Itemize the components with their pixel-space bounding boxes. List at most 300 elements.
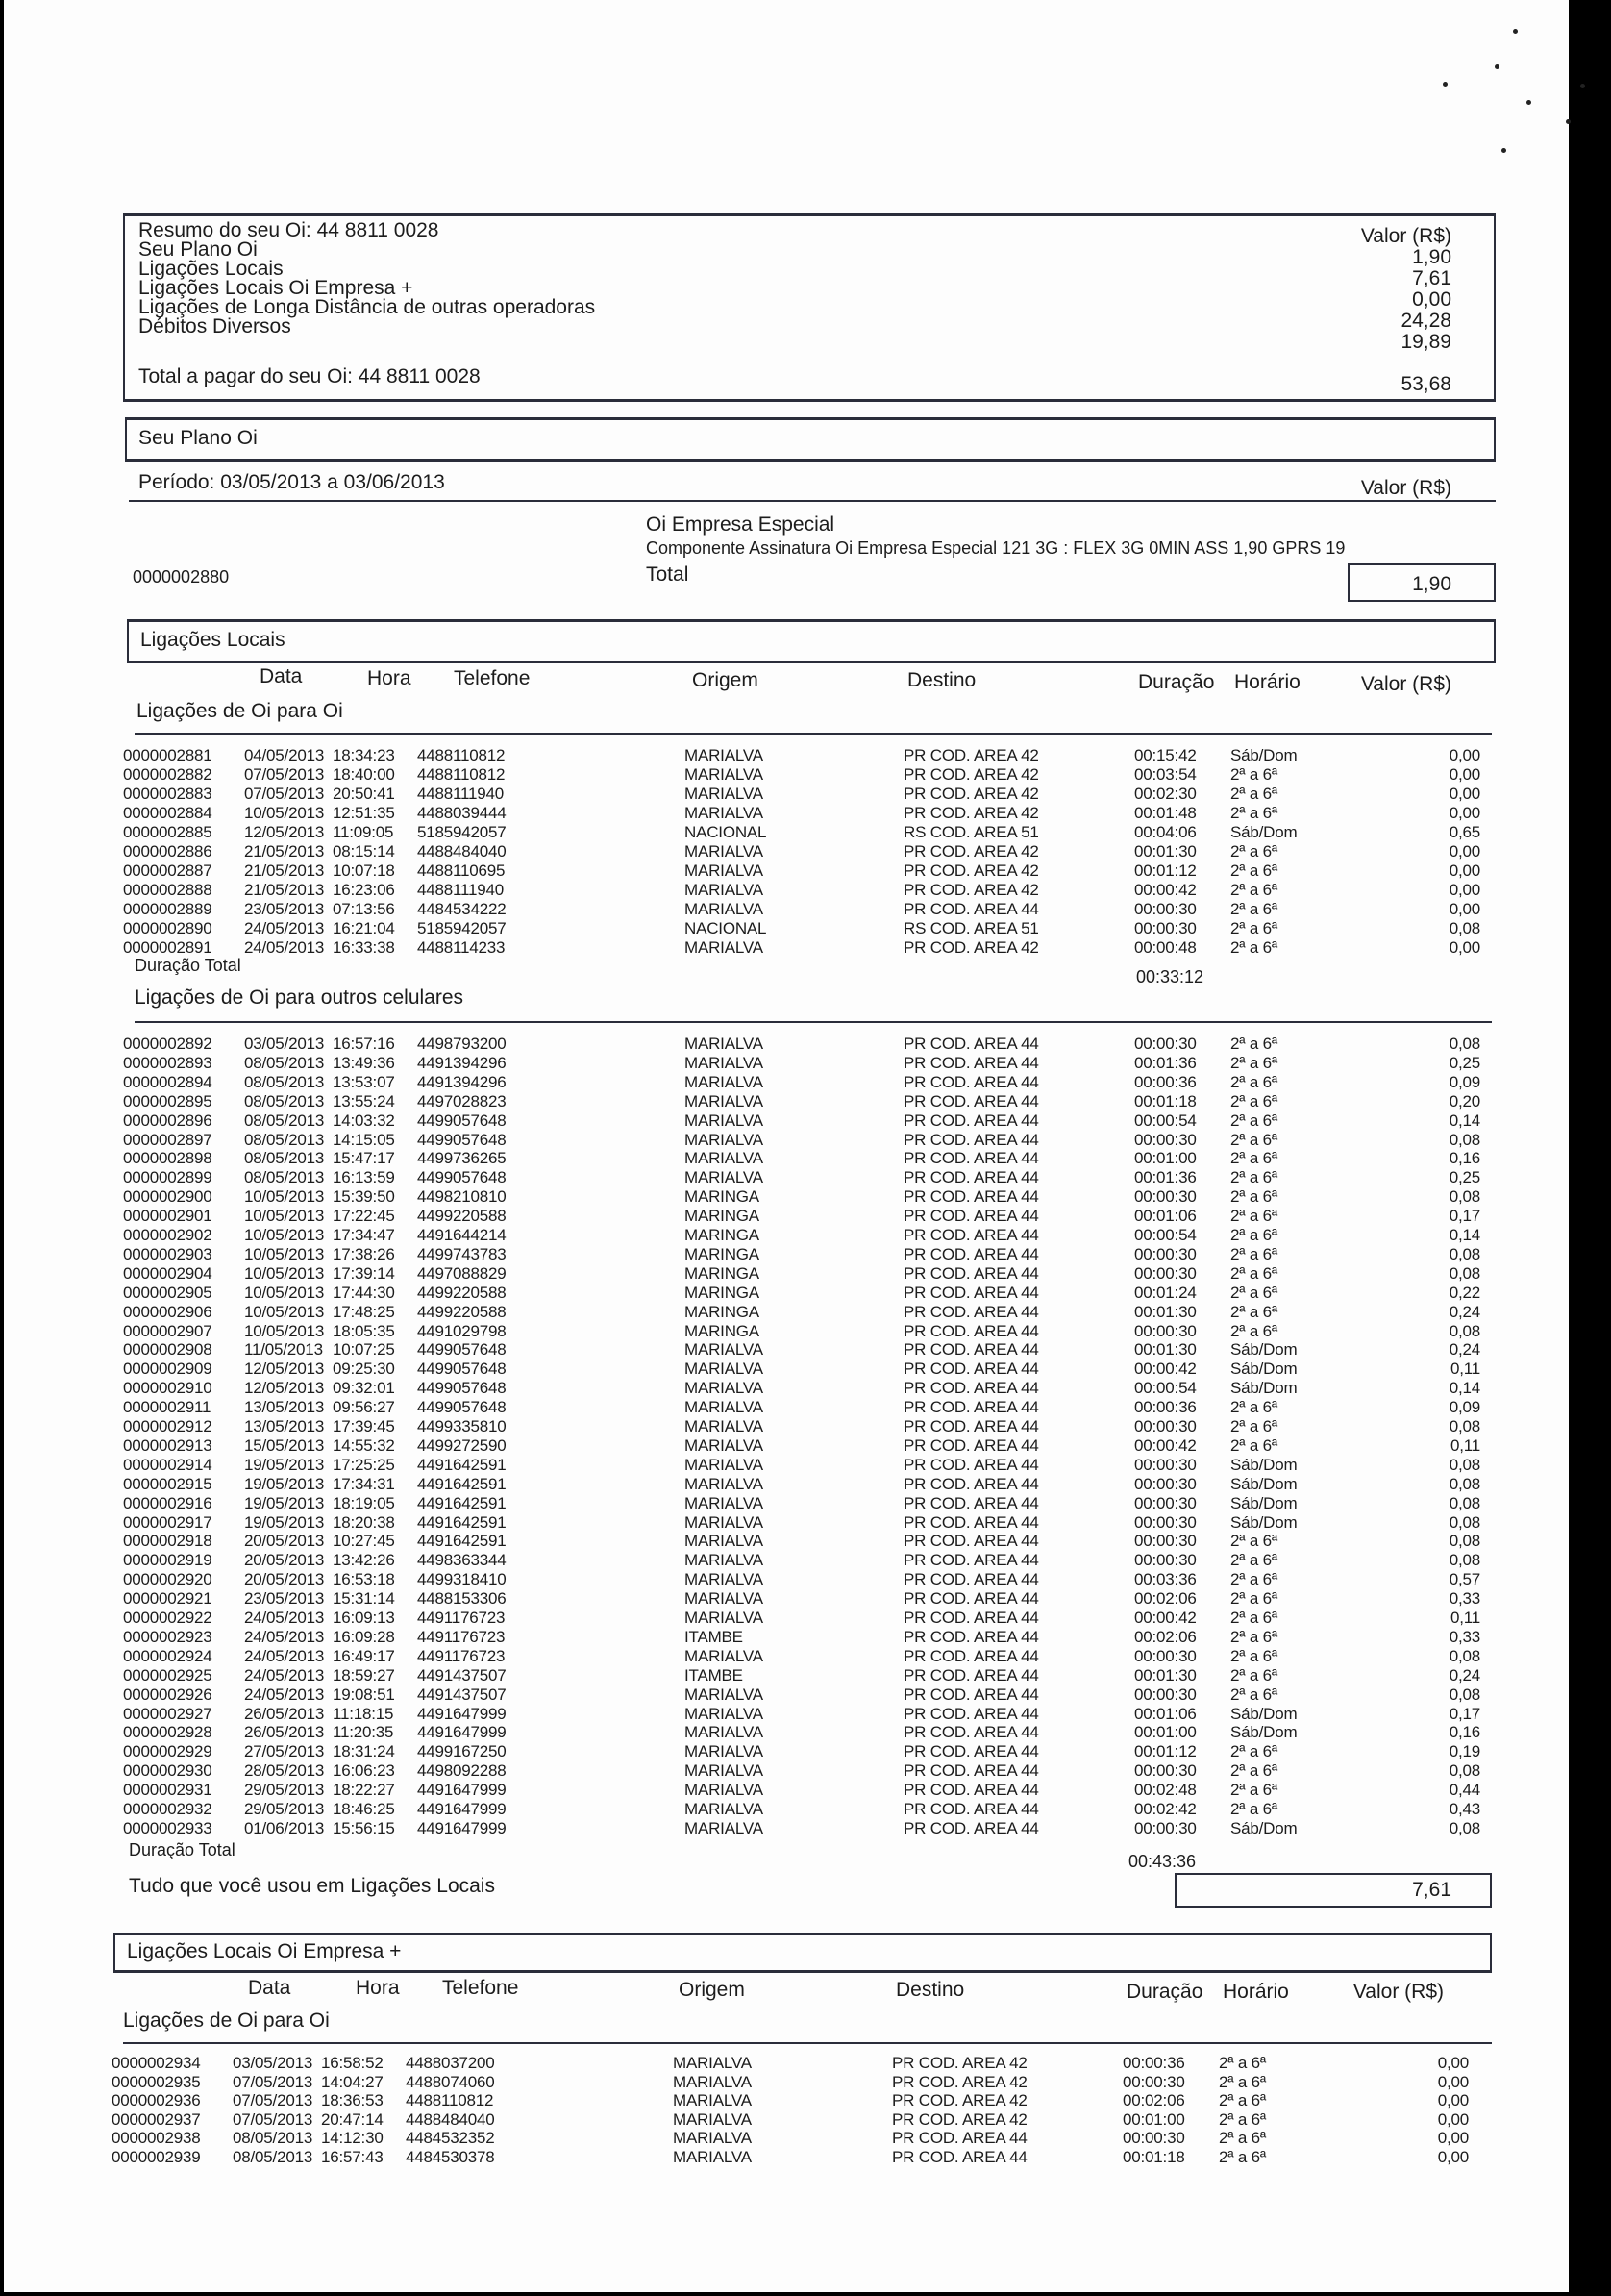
call-value: 0,22	[1449, 1283, 1480, 1302]
call-time: 18:31:24	[333, 1742, 395, 1761]
call-id: 0000002903	[123, 1244, 212, 1263]
call-phone: 4497028823	[417, 1091, 507, 1111]
call-value: 0,09	[1449, 1072, 1480, 1091]
call-time: 14:04:27	[321, 2072, 384, 2091]
call-value: 0,57	[1449, 1570, 1480, 1589]
call-duration: 00:01:36	[1134, 1053, 1197, 1072]
call-phone: 4491642591	[417, 1455, 507, 1474]
call-phone: 4484534222	[417, 900, 507, 918]
call-value: 0,11	[1450, 1360, 1480, 1379]
col-header-duracao: Duração	[1138, 671, 1215, 693]
call-time: 09:56:27	[333, 1398, 395, 1417]
call-phone: 4499318410	[417, 1570, 507, 1589]
call-id: 0000002900	[123, 1187, 212, 1207]
call-time: 15:47:17	[333, 1149, 395, 1168]
call-period: 2ª a 6ª	[1230, 1398, 1277, 1417]
call-phone: 4499167250	[417, 1742, 507, 1761]
call-duration: 00:00:30	[1134, 1474, 1197, 1493]
empresa-section-title: Ligações Locais Oi Empresa +	[127, 1940, 402, 1962]
call-time: 15:39:50	[333, 1187, 395, 1207]
call-origin: MARIALVA	[684, 1168, 763, 1187]
call-time: 16:23:06	[333, 881, 395, 899]
call-origin: MARINGA	[684, 1187, 759, 1207]
call-destination: PR COD. AREA 44	[892, 2148, 1028, 2166]
call-time: 18:34:23	[333, 746, 395, 764]
call-period: 2ª a 6ª	[1230, 1609, 1277, 1627]
call-origin: MARIALVA	[684, 1072, 763, 1091]
scan-speck	[1501, 148, 1506, 153]
call-destination: PR COD. AREA 44	[904, 1493, 1039, 1512]
call-period: Sáb/Dom	[1230, 1493, 1298, 1512]
call-origin: MARINGA	[684, 1302, 759, 1321]
call-phone: 4491644214	[417, 1226, 507, 1244]
call-phone: 4488484040	[406, 2109, 495, 2129]
call-date: 20/05/2013	[244, 1570, 325, 1589]
call-row	[4, 1666, 1569, 1685]
call-duration: 00:04:06	[1134, 823, 1197, 841]
call-period: 2ª a 6ª	[1230, 1263, 1277, 1283]
call-date: 19/05/2013	[244, 1512, 325, 1532]
call-duration: 00:00:54	[1134, 1111, 1197, 1130]
call-duration: 00:00:30	[1134, 1551, 1197, 1570]
scan-speck	[1566, 119, 1571, 124]
call-id: 0000002884	[123, 804, 212, 822]
call-value: 0,08	[1449, 1551, 1480, 1570]
call-phone: 4488110812	[417, 746, 506, 764]
call-row	[4, 823, 1569, 842]
call-row	[4, 1284, 1569, 1303]
call-value: 0,00	[1437, 2072, 1469, 2091]
call-duration: 00:00:30	[1134, 1685, 1197, 1704]
call-time: 16:57:43	[321, 2148, 384, 2166]
plan-name: Oi Empresa Especial	[646, 513, 835, 536]
call-value: 0,25	[1449, 1168, 1480, 1187]
col-header-telefone: Telefone	[442, 1977, 519, 1999]
call-phone: 4499057648	[417, 1111, 507, 1130]
call-phone: 4491647999	[417, 1781, 507, 1800]
call-period: 2ª a 6ª	[1230, 1570, 1277, 1589]
call-origin: MARIALVA	[684, 1435, 763, 1455]
call-origin: MARIALVA	[673, 2109, 752, 2129]
call-value: 0,08	[1449, 1532, 1480, 1551]
call-period: 2ª a 6ª	[1230, 1685, 1277, 1704]
call-value: 0,08	[1449, 1493, 1480, 1512]
call-origin: MARIALVA	[684, 1111, 763, 1130]
call-period: 2ª a 6ª	[1230, 861, 1277, 880]
call-destination: PR COD. AREA 44	[904, 1704, 1039, 1723]
call-phone: 4484530378	[406, 2148, 495, 2166]
call-origin: MARIALVA	[673, 2091, 752, 2110]
call-duration: 00:02:06	[1123, 2091, 1185, 2110]
call-date: 08/05/2013	[244, 1091, 325, 1111]
call-date: 29/05/2013	[244, 1781, 325, 1800]
call-origin: ITAMBE	[684, 1665, 743, 1685]
call-duration: 00:00:30	[1134, 1417, 1197, 1435]
call-date: 15/05/2013	[244, 1435, 325, 1455]
call-duration: 00:01:06	[1134, 1704, 1197, 1723]
call-row	[4, 1705, 1569, 1724]
call-phone: 4491642591	[417, 1512, 507, 1532]
call-row	[4, 1685, 1569, 1705]
call-date: 07/05/2013	[233, 2072, 313, 2091]
call-period: 2ª a 6ª	[1230, 1226, 1277, 1244]
call-date: 24/05/2013	[244, 1646, 325, 1665]
call-row	[4, 1360, 1569, 1379]
call-phone: 4497088829	[417, 1263, 507, 1283]
call-value: 0,08	[1449, 1321, 1480, 1340]
call-value: 0,08	[1449, 1646, 1480, 1665]
call-period: 2ª a 6ª	[1230, 1053, 1277, 1072]
call-duration: 00:01:18	[1123, 2148, 1185, 2166]
call-time: 11:18:15	[333, 1704, 394, 1723]
call-origin: MARINGA	[684, 1263, 759, 1283]
divider	[123, 2042, 1492, 2044]
plan-section-title: Seu Plano Oi	[138, 427, 258, 449]
call-value: 0,00	[1449, 900, 1480, 918]
call-phone: 4488110812	[417, 765, 506, 784]
call-row	[4, 1436, 1569, 1456]
call-row	[0, 2110, 1557, 2130]
call-value: 0,08	[1449, 1761, 1480, 1781]
call-origin: MARIALVA	[684, 1379, 763, 1398]
call-row	[4, 1551, 1569, 1570]
col-header-hora: Hora	[367, 667, 411, 689]
call-time: 12:51:35	[333, 804, 395, 822]
call-date: 03/05/2013	[233, 2054, 313, 2072]
call-origin: MARINGA	[684, 1321, 759, 1340]
call-origin: MARIALVA	[684, 1455, 763, 1474]
call-period: Sáb/Dom	[1230, 1455, 1298, 1474]
call-date: 26/05/2013	[244, 1723, 325, 1742]
call-row	[0, 2129, 1557, 2148]
subsection-title: Ligações de Oi para outros celulares	[135, 986, 464, 1009]
call-row	[4, 861, 1569, 881]
call-destination: PR COD. AREA 44	[904, 1302, 1039, 1321]
call-id: 0000002929	[123, 1742, 212, 1761]
call-period: 2ª a 6ª	[1230, 1781, 1277, 1800]
call-origin: MARIALVA	[684, 1035, 763, 1053]
call-id: 0000002907	[123, 1321, 212, 1340]
call-time: 16:57:16	[333, 1035, 395, 1053]
call-duration: 00:00:30	[1134, 1035, 1197, 1053]
call-duration: 00:01:06	[1134, 1207, 1197, 1226]
call-time: 10:07:18	[333, 861, 395, 880]
call-time: 18:40:00	[333, 765, 395, 784]
call-time: 10:07:25	[333, 1340, 395, 1360]
call-duration: 00:01:30	[1134, 1302, 1197, 1321]
call-destination: PR COD. AREA 44	[904, 1244, 1039, 1263]
call-period: 2ª a 6ª	[1230, 1589, 1277, 1609]
call-date: 08/05/2013	[244, 1053, 325, 1072]
call-duration: 00:00:30	[1134, 1187, 1197, 1207]
call-period: 2ª a 6ª	[1230, 919, 1277, 937]
call-value: 0,44	[1449, 1781, 1480, 1800]
call-origin: MARINGA	[684, 1244, 759, 1263]
call-origin: MARIALVA	[684, 1646, 763, 1665]
call-destination: PR COD. AREA 44	[904, 1321, 1039, 1340]
call-phone: 4491029798	[417, 1321, 507, 1340]
call-id: 0000002893	[123, 1053, 212, 1072]
call-period: 2ª a 6ª	[1230, 1091, 1277, 1111]
call-row	[4, 1245, 1569, 1264]
call-value: 0,16	[1449, 1723, 1480, 1742]
call-phone: 4488111940	[417, 881, 505, 899]
call-period: 2ª a 6ª	[1230, 900, 1277, 918]
duration-total-value: 00:43:36	[1128, 1852, 1197, 1871]
call-id: 0000002898	[123, 1149, 212, 1168]
call-date: 19/05/2013	[244, 1474, 325, 1493]
call-value: 0,11	[1450, 1435, 1480, 1455]
call-period: 2ª a 6ª	[1230, 1130, 1277, 1149]
plan-total-label: Total	[646, 563, 689, 586]
call-row	[4, 881, 1569, 900]
call-duration: 00:00:36	[1123, 2054, 1185, 2072]
call-id: 0000002910	[123, 1379, 212, 1398]
call-phone: 4498210810	[417, 1187, 507, 1207]
call-destination: PR COD. AREA 44	[904, 1187, 1039, 1207]
call-phone: 4488110812	[406, 2091, 494, 2110]
call-phone: 4498092288	[417, 1761, 507, 1781]
call-date: 12/05/2013	[244, 1360, 325, 1379]
call-value: 0,00	[1449, 881, 1480, 899]
call-period: 2ª a 6ª	[1230, 1149, 1277, 1168]
call-destination: PR COD. AREA 44	[904, 1551, 1039, 1570]
call-id: 0000002905	[123, 1283, 212, 1302]
call-id: 0000002917	[123, 1512, 212, 1532]
call-time: 17:38:26	[333, 1244, 395, 1263]
call-value: 0,00	[1449, 842, 1480, 861]
call-duration: 00:00:42	[1134, 1360, 1197, 1379]
call-phone: 4491642591	[417, 1532, 507, 1551]
call-time: 17:25:25	[333, 1455, 395, 1474]
call-date: 12/05/2013	[244, 823, 325, 841]
call-destination: PR COD. AREA 44	[904, 1474, 1039, 1493]
call-date: 10/05/2013	[244, 804, 325, 822]
call-date: 10/05/2013	[244, 1283, 325, 1302]
call-value: 0,08	[1449, 1035, 1480, 1053]
call-id: 0000002902	[123, 1226, 212, 1244]
call-duration: 00:00:30	[1134, 1532, 1197, 1551]
summary-item-value: 0,00	[1412, 288, 1451, 311]
col-header-horario: Horário	[1223, 1981, 1289, 2003]
call-period: 2ª a 6ª	[1230, 1207, 1277, 1226]
call-time: 09:25:30	[333, 1360, 395, 1379]
call-id: 0000002904	[123, 1263, 212, 1283]
call-duration: 00:00:30	[1134, 1818, 1197, 1837]
call-id: 0000002930	[123, 1761, 212, 1781]
call-period: 2ª a 6ª	[1230, 1646, 1277, 1665]
call-destination: PR COD. AREA 44	[904, 1035, 1039, 1053]
call-id: 0000002928	[123, 1723, 212, 1742]
call-duration: 00:01:12	[1134, 861, 1197, 880]
call-origin: MARIALVA	[684, 785, 763, 803]
call-date: 13/05/2013	[244, 1398, 325, 1417]
call-destination: PR COD. AREA 42	[904, 785, 1039, 803]
call-period: 2ª a 6ª	[1230, 1035, 1277, 1053]
call-duration: 00:02:42	[1134, 1800, 1197, 1818]
call-id: 0000002895	[123, 1091, 212, 1111]
call-row	[4, 1035, 1569, 1054]
call-date: 03/05/2013	[244, 1035, 325, 1053]
call-period: 2ª a 6ª	[1230, 1302, 1277, 1321]
call-row	[4, 1322, 1569, 1341]
call-destination: PR COD. AREA 44	[904, 1168, 1039, 1187]
call-time: 17:48:25	[333, 1302, 395, 1321]
call-destination: PR COD. AREA 44	[904, 1283, 1039, 1302]
call-period: 2ª a 6ª	[1219, 2148, 1266, 2166]
call-date: 08/05/2013	[244, 1149, 325, 1168]
call-row	[4, 842, 1569, 861]
call-value: 0,33	[1449, 1627, 1480, 1646]
call-value: 0,08	[1449, 1818, 1480, 1837]
call-duration: 00:01:00	[1134, 1723, 1197, 1742]
call-date: 10/05/2013	[244, 1207, 325, 1226]
plan-component: Componente Assinatura Oi Empresa Especial 121 3G : FLEX 3G 0MIN ASS 1,90 GPRS 19	[646, 538, 1346, 558]
call-origin: MARIALVA	[684, 1340, 763, 1360]
call-value: 0,08	[1449, 1187, 1480, 1207]
scan-speck	[1513, 29, 1518, 34]
call-id: 0000002915	[123, 1474, 212, 1493]
call-row	[4, 1073, 1569, 1092]
call-date: 27/05/2013	[244, 1742, 325, 1761]
call-time: 13:49:36	[333, 1053, 395, 1072]
call-value: 0,00	[1449, 804, 1480, 822]
call-duration: 00:02:48	[1134, 1781, 1197, 1800]
call-time: 11:20:35	[333, 1723, 394, 1742]
call-id: 0000002936	[112, 2091, 201, 2110]
call-period: Sáb/Dom	[1230, 746, 1298, 764]
call-phone: 4488110695	[417, 861, 506, 880]
call-time: 14:15:05	[333, 1130, 395, 1149]
call-origin: MARIALVA	[684, 804, 763, 822]
call-id: 0000002883	[123, 785, 212, 803]
call-period: 2ª a 6ª	[1230, 1800, 1277, 1818]
call-id: 0000002922	[123, 1609, 212, 1627]
col-header-data: Data	[248, 1977, 291, 1999]
call-time: 13:42:26	[333, 1551, 395, 1570]
call-phone: 4498793200	[417, 1035, 507, 1053]
call-date: 20/05/2013	[244, 1551, 325, 1570]
call-value: 0,00	[1437, 2054, 1469, 2072]
call-duration: 00:01:24	[1134, 1283, 1197, 1302]
call-origin: MARIALVA	[684, 900, 763, 918]
call-time: 15:31:14	[333, 1589, 395, 1609]
call-duration: 00:00:30	[1134, 1130, 1197, 1149]
call-date: 28/05/2013	[244, 1761, 325, 1781]
call-duration: 00:01:00	[1134, 1149, 1197, 1168]
call-id: 0000002937	[112, 2109, 201, 2129]
call-destination: PR COD. AREA 44	[904, 1512, 1039, 1532]
call-id: 0000002882	[123, 765, 212, 784]
divider	[135, 1021, 1492, 1023]
call-row	[0, 2054, 1557, 2073]
call-period: 2ª a 6ª	[1230, 1244, 1277, 1263]
call-duration: 00:00:30	[1134, 1512, 1197, 1532]
call-value: 0,20	[1449, 1091, 1480, 1111]
call-destination: RS COD. AREA 51	[904, 919, 1039, 937]
call-date: 04/05/2013	[244, 746, 325, 764]
call-row	[0, 2148, 1557, 2167]
col-header-horario: Horário	[1234, 671, 1301, 693]
call-phone: 5185942057	[417, 823, 507, 841]
call-phone: 4488114233	[417, 938, 506, 957]
call-date: 11/05/2013	[244, 1340, 323, 1360]
call-destination: PR COD. AREA 44	[904, 1781, 1039, 1800]
call-date: 10/05/2013	[244, 1226, 325, 1244]
call-destination: PR COD. AREA 44	[904, 1398, 1039, 1417]
call-row	[4, 785, 1569, 804]
call-period: 2ª a 6ª	[1230, 842, 1277, 861]
subsection-title: Ligações de Oi para Oi	[136, 700, 343, 722]
call-time: 16:53:18	[333, 1570, 395, 1589]
call-phone: 4491176723	[417, 1646, 506, 1665]
call-id: 0000002885	[123, 823, 212, 841]
divider	[135, 733, 1492, 735]
call-value: 0,24	[1449, 1665, 1480, 1685]
call-value: 0,11	[1450, 1609, 1480, 1627]
col-header-valor: Valor (R$)	[1352, 1981, 1444, 2003]
call-id: 0000002911	[123, 1398, 211, 1417]
summary-title: Resumo do seu Oi: 44 8811 0028	[138, 219, 439, 241]
call-time: 07:13:56	[333, 900, 395, 918]
call-origin: MARINGA	[684, 1283, 759, 1302]
call-time: 14:55:32	[333, 1435, 395, 1455]
call-origin: MARIALVA	[684, 1781, 763, 1800]
call-phone: 4491176723	[417, 1627, 506, 1646]
call-destination: PR COD. AREA 44	[904, 1072, 1039, 1091]
call-origin: MARIALVA	[684, 1053, 763, 1072]
call-id: 0000002908	[123, 1340, 212, 1360]
call-value: 0,08	[1449, 1417, 1480, 1435]
call-destination: PR COD. AREA 42	[904, 765, 1039, 784]
call-duration: 00:02:06	[1134, 1627, 1197, 1646]
call-id: 0000002932	[123, 1800, 212, 1818]
call-origin: MARIALVA	[684, 1570, 763, 1589]
call-id: 0000002914	[123, 1455, 212, 1474]
call-origin: MARIALVA	[684, 1130, 763, 1149]
call-period: Sáb/Dom	[1230, 1818, 1298, 1837]
call-time: 18:19:05	[333, 1493, 395, 1512]
call-origin: MARIALVA	[684, 1704, 763, 1723]
call-period: 2ª a 6ª	[1230, 1742, 1277, 1761]
summary-item-value: 19,89	[1400, 331, 1451, 353]
call-row	[4, 1149, 1569, 1168]
call-duration: 00:02:06	[1134, 1589, 1197, 1609]
call-date: 21/05/2013	[244, 861, 325, 880]
call-value: 0,16	[1449, 1149, 1480, 1168]
call-time: 18:20:38	[333, 1512, 395, 1532]
call-id: 0000002925	[123, 1665, 212, 1685]
call-origin: MARIALVA	[684, 1589, 763, 1609]
plan-total-value: 1,90	[1412, 573, 1451, 595]
call-origin: MARIALVA	[673, 2072, 752, 2091]
call-row	[0, 2091, 1557, 2110]
call-period: Sáb/Dom	[1230, 1474, 1298, 1493]
call-destination: PR COD. AREA 44	[904, 900, 1039, 918]
call-duration: 00:00:42	[1134, 881, 1197, 899]
call-row	[4, 1800, 1569, 1819]
call-duration: 00:00:54	[1134, 1379, 1197, 1398]
call-period: 2ª a 6ª	[1230, 1072, 1277, 1091]
call-destination: PR COD. AREA 44	[904, 1360, 1039, 1379]
call-period: 2ª a 6ª	[1219, 2072, 1266, 2091]
call-destination: PR COD. AREA 42	[904, 804, 1039, 822]
call-row	[4, 1092, 1569, 1111]
call-origin: MARIALVA	[684, 1818, 763, 1837]
call-origin: MARIALVA	[673, 2148, 752, 2166]
call-time: 16:06:23	[333, 1761, 395, 1781]
call-period: 2ª a 6ª	[1219, 2109, 1266, 2129]
